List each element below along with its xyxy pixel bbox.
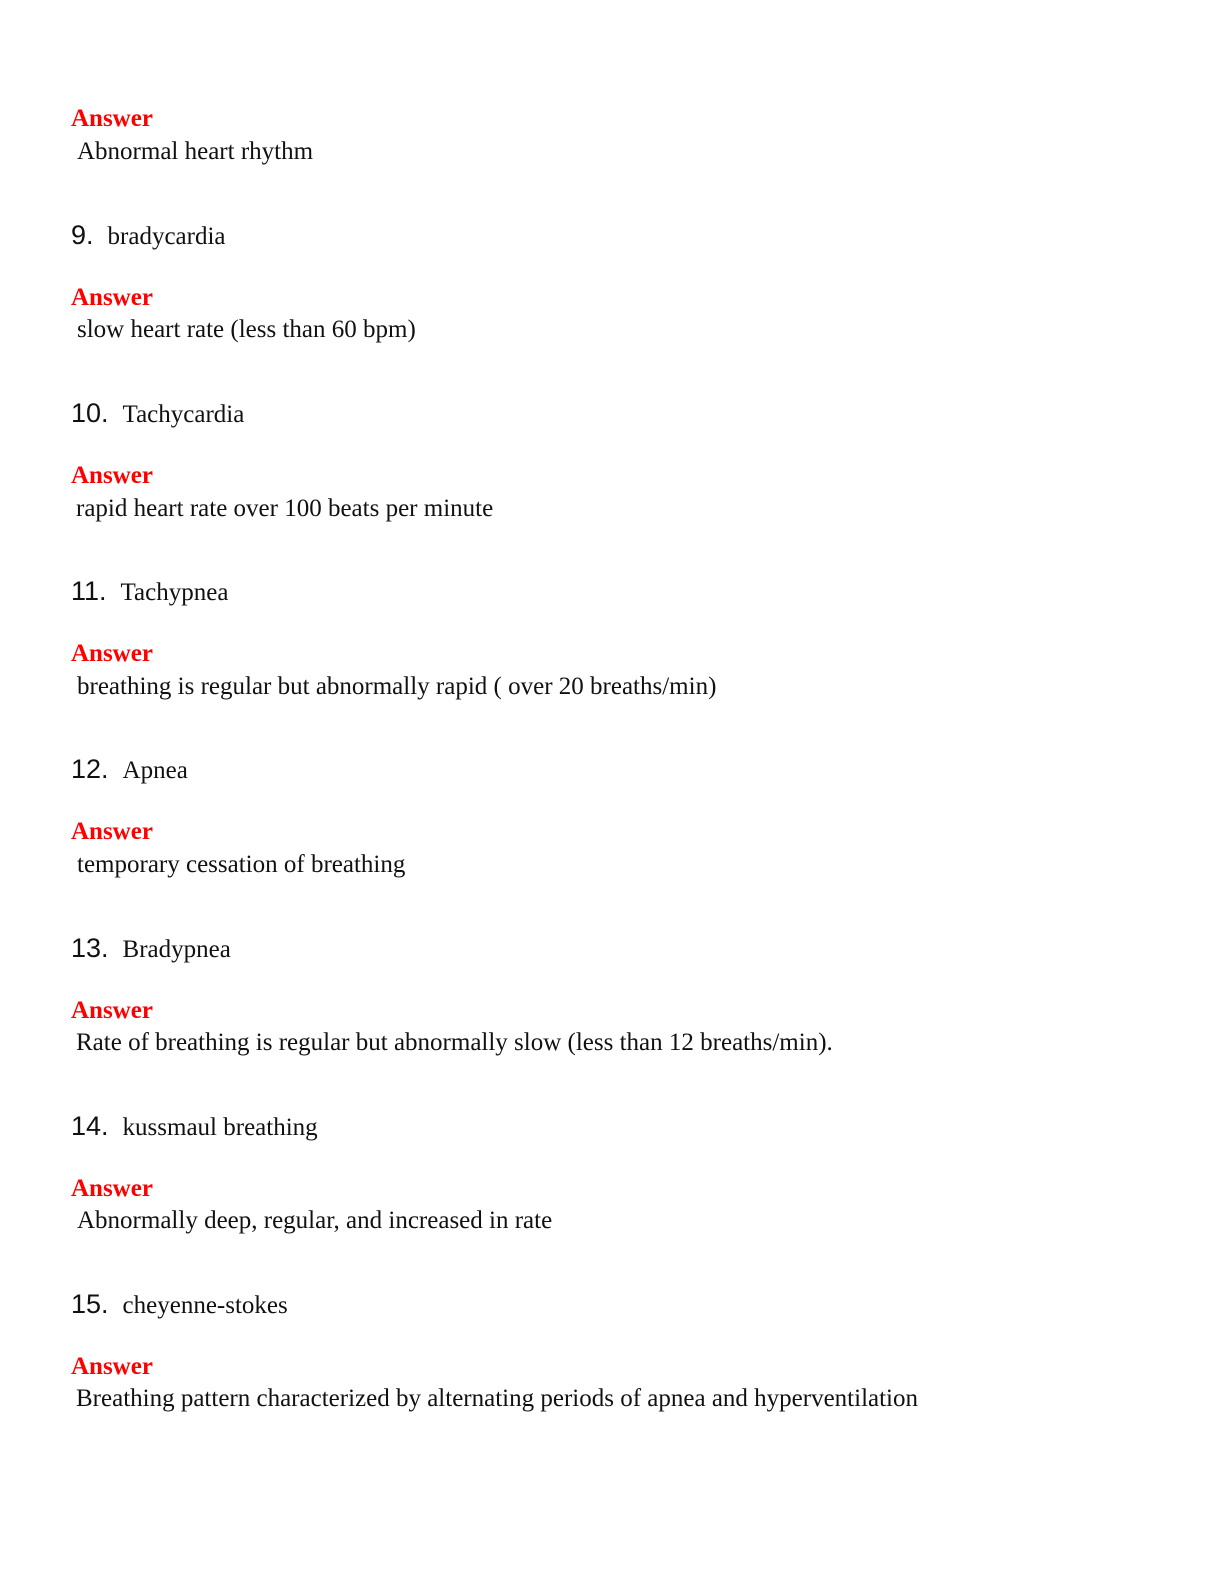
question-number: 11. xyxy=(71,576,107,606)
answer-label: Answer xyxy=(71,818,153,845)
question-term: Apnea xyxy=(122,757,188,784)
answer-text: Abnormal heart rhythm xyxy=(77,138,314,165)
answer-label: Answer xyxy=(71,105,153,132)
question-12 xyxy=(71,753,188,790)
question-number: 10. xyxy=(71,398,109,428)
question-10 xyxy=(71,397,244,434)
question-term: cheyenne-stokes xyxy=(122,1292,288,1319)
question-13 xyxy=(71,932,231,969)
answer-text: Breathing pattern characterized by alternating periods of apnea and hyperventilation xyxy=(76,1385,919,1412)
question-11 xyxy=(71,575,228,612)
question-number: 13. xyxy=(71,933,109,963)
answer-label: Answer xyxy=(71,462,153,489)
question-number: 9. xyxy=(71,220,94,250)
answer-text: Abnormally deep, regular, and increased in rate xyxy=(77,1207,553,1234)
answer-label: Answer xyxy=(71,1175,153,1202)
question-number: 15. xyxy=(71,1289,109,1319)
question-14 xyxy=(71,1110,318,1147)
answer-text: slow heart rate (less than 60 bpm) xyxy=(77,316,416,343)
question-number: 14. xyxy=(71,1111,109,1141)
question-number: 12. xyxy=(71,754,109,784)
question-9 xyxy=(71,219,226,256)
answer-label: Answer xyxy=(71,640,153,667)
answer-label: Answer xyxy=(71,997,153,1024)
answer-text: temporary cessation of breathing xyxy=(77,851,406,878)
question-term: Tachycardia xyxy=(122,401,245,428)
question-15 xyxy=(71,1288,288,1325)
answer-text: breathing is regular but abnormally rapid ( over 20 breaths/min) xyxy=(77,673,717,700)
answer-text: rapid heart rate over 100 beats per minute xyxy=(76,495,494,522)
question-term: Tachypnea xyxy=(120,579,229,606)
answer-label: Answer xyxy=(71,1353,153,1380)
answer-label: Answer xyxy=(71,284,153,311)
question-term: bradycardia xyxy=(107,223,226,250)
question-term: kussmaul breathing xyxy=(122,1114,318,1141)
answer-text: Rate of breathing is regular but abnormally slow (less than 12 breaths/min). xyxy=(76,1029,833,1056)
question-term: Bradypnea xyxy=(122,936,231,963)
